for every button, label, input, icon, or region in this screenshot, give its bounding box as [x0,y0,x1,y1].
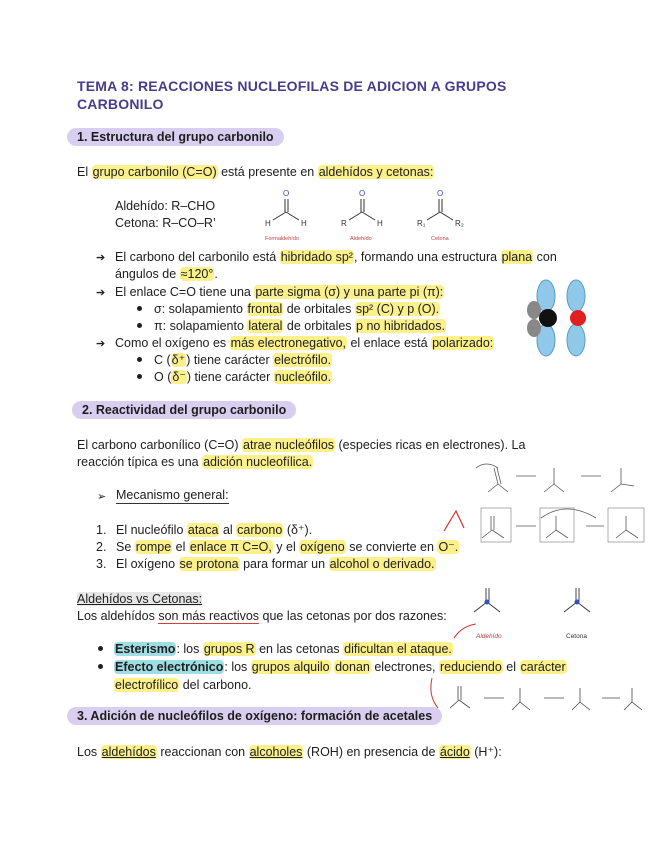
section-2-heading: 2. Reactividad del grupo carbonilo [72,401,296,419]
esterismo-line: Esterismo: los grupos R en las cetonas dificultan el ataque. [115,642,452,656]
num-1: 1. [96,523,107,537]
cetona-formula: Cetona: R–CO–R’ [115,216,216,230]
efecto-electronico-line: Efecto electrónico: los grupos alquilo donan electrones, reduciendo el carácter [115,660,566,674]
aldehyde-vs-ketone-figure [452,580,602,642]
atom-h-2: H [301,219,307,228]
carbonyl-structures-figure [255,186,485,246]
atom-h-3: H [377,219,383,228]
sub-bullet-dot [137,323,142,328]
chevron-bullet-icon: ➢ [97,491,107,503]
mechanism-title: Mecanismo general: [116,488,229,502]
section-3-heading: 3. Adición de nucleófilos de oxígeno: formación de acetales [67,707,442,725]
label-aldehido: Aldehído [350,236,372,242]
s1-bullet-1-cont: ángulos de ≈120°. [115,267,218,281]
s1-bullet-1: El carbono del carbonilo está hibridado sp², formando una estructura plana con [115,250,557,264]
atom-o-1: O [283,189,290,198]
label-formaldehido: Formaldehído [265,236,299,242]
num-2: 2. [96,540,107,554]
bullet-dot [98,664,103,669]
orbital-diagram-figure [520,274,600,364]
aldehido-formula: Aldehído: R–CHO [115,199,216,213]
s1-sub-o: O (δ⁻) tiene carácter nucleófilo. [154,370,332,384]
bullet-dot [98,646,103,651]
mech-step-2: Se rompe el enlace π C=O, y el oxígeno se convierte en O⁻. [116,540,459,554]
fig-label-aldehido: Aldehído [476,633,502,640]
page-title: TEMA 8: REACCIONES NUCLEOFILAS DE ADICION A GRUPOS CARBONILO [77,78,507,112]
sub-bullet-dot [137,306,142,311]
arrow-bullet-icon: ➔ [96,252,106,264]
num-3: 3. [96,557,107,571]
sub-bullet-dot [137,374,142,379]
mech-step-3: El oxígeno se protona para formar un alcohol o derivado. [116,557,435,571]
s1-sub-pi: π: solapamiento lateral de orbitales p no hibridados. [154,319,445,333]
atom-r1: R₁ [417,219,426,228]
mech-step-1: El nucleófilo ataca al carbono (δ⁺). [116,523,313,537]
aldehidos-vs-cetonas-title: Aldehídos vs Cetonas: [77,592,203,606]
efecto-electronico-line-2: electrofílico del carbono. [115,678,252,692]
atom-r-1: R [341,219,347,228]
arrow-bullet-icon: ➔ [96,338,106,350]
s2-para-line-1: El carbono carbonílico (C=O) atrae nucleófilos (especies ricas en electrones). La [77,438,526,452]
s1-sub-sigma: σ: solapamiento frontal de orbitales sp² (C) y p (O). [154,302,440,316]
s1-sub-c: C (δ⁺) tiene carácter electrófilo. [154,353,332,367]
acetal-reaction-figure [428,676,650,724]
s1-bullet-3: Como el oxígeno es más electronegativo, el enlace está polarizado: [115,336,494,350]
atom-o-3: O [437,189,444,198]
mechanism-figure [436,456,651,566]
atom-o-2: O [359,189,366,198]
atom-r2: R₂ [455,219,464,228]
s2-para-line-2: reacción típica es una adición nucleofílica. [77,455,313,469]
aldehidos-vs-cetonas-para: Los aldehídos son más reactivos que las cetonas por dos razones: [77,609,447,623]
s1-bullet-2: El enlace C=O tiene una parte sigma (σ) y una parte pi (π): [115,285,444,299]
arrow-bullet-icon: ➔ [96,287,106,299]
atom-h-1: H [265,219,271,228]
sub-bullet-dot [137,357,142,362]
s3-para: Los aldehídos reaccionan con alcoholes (ROH) en presencia de ácido (H⁺): [77,745,502,759]
s1-intro: El grupo carbonilo (C=O) está presente en aldehídos y cetonas: [77,165,434,179]
label-cetona: Cetona [431,236,449,242]
fig-label-cetona: Cetona [566,633,587,640]
section-1-heading: 1. Estructura del grupo carbonilo [67,128,284,146]
